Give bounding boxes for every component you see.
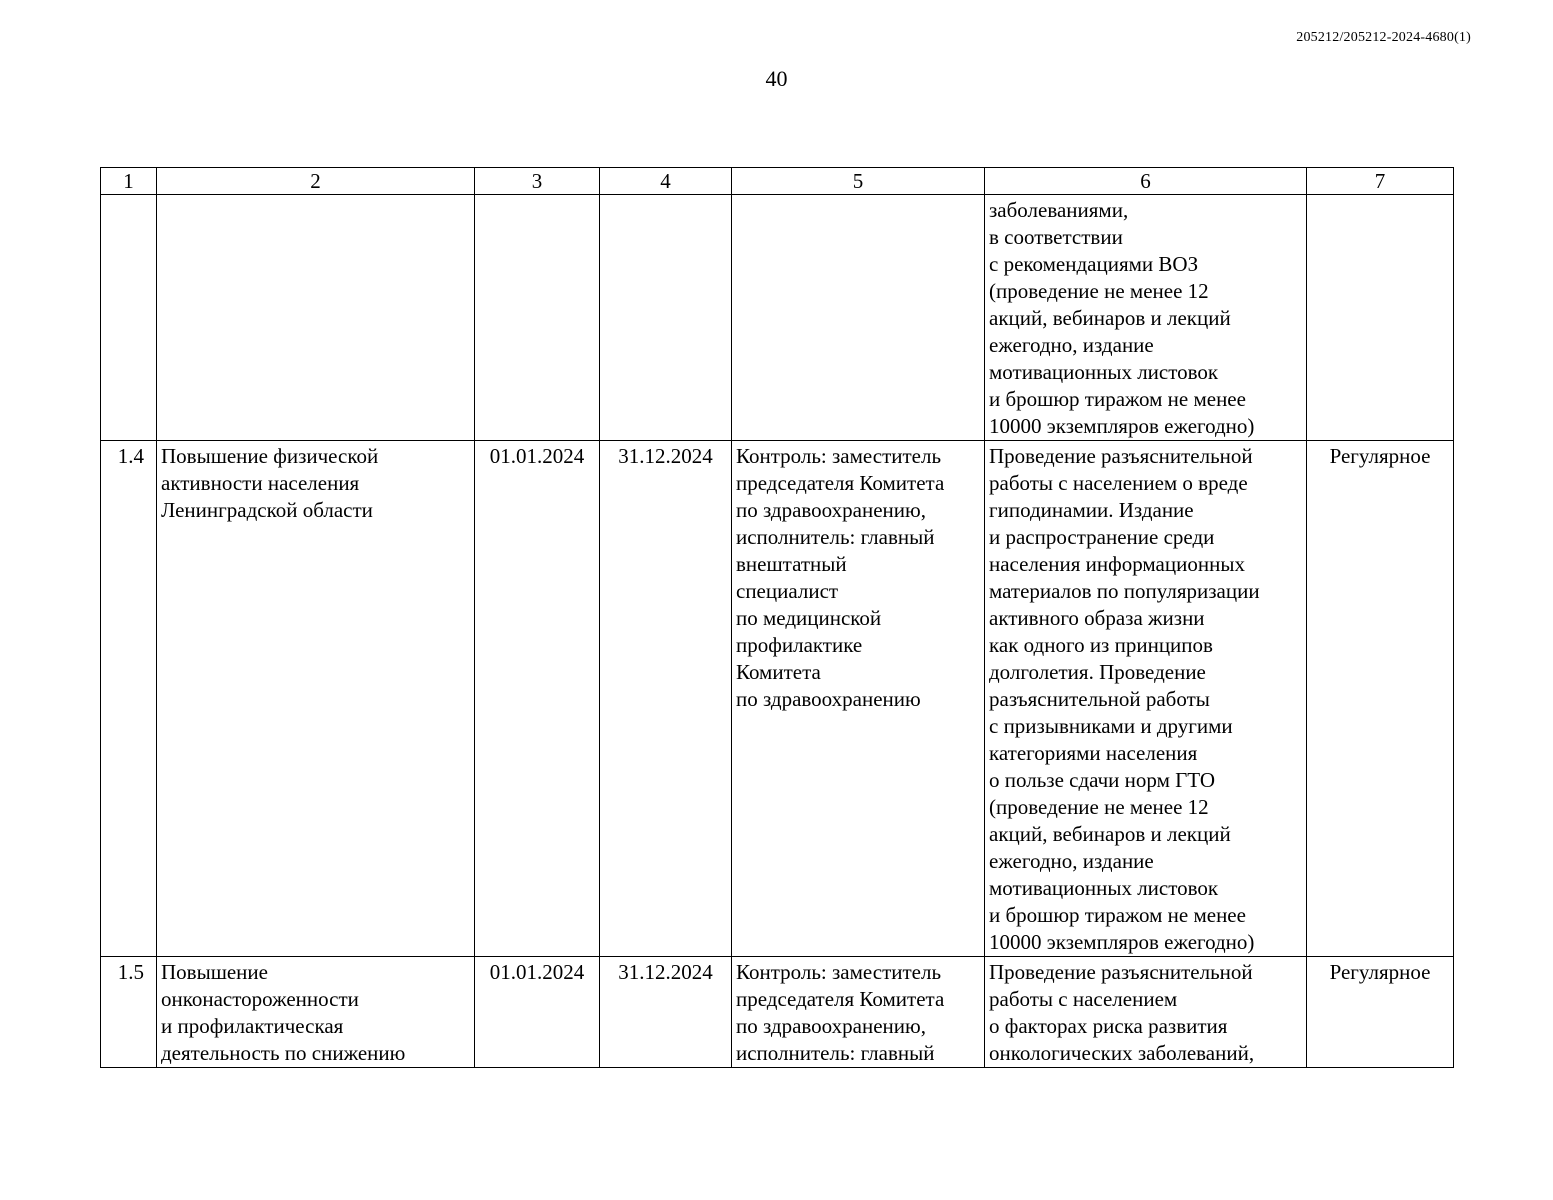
column-header: 1 — [101, 168, 157, 195]
cell-empty — [1307, 195, 1454, 441]
cell-type: Регулярное — [1307, 957, 1454, 1068]
column-header: 7 — [1307, 168, 1454, 195]
cell-end-date: 31.12.2024 — [600, 441, 732, 957]
cell-description: Проведение разъяснительной работы с населением о вреде гиподинамии. Издание и распространение среди населения информационных материалов по популяризации активного образа жизни как одного из принципов долголетия. Проведение разъяснительной работы с призывниками и другими категориями населения о пользе сдачи норм ГТО (проведение не менее 12 акций, вебинаров и лекций ежегодно, издание мотивационных листовок и брошюр тиражом не менее 10000 экземпляров ежегодно) — [985, 441, 1307, 957]
table-row-continuation — [101, 195, 1454, 441]
cell-empty — [157, 195, 475, 441]
column-header: 4 — [600, 168, 732, 195]
cell-description: Проведение разъяснительной работы с населением о факторах риска развития онкологических заболеваний, — [985, 957, 1307, 1068]
table-header-row — [101, 168, 1454, 195]
page-number: 40 — [765, 66, 788, 91]
column-header: 6 — [985, 168, 1307, 195]
cell-empty — [732, 195, 985, 441]
cell-start-date: 01.01.2024 — [475, 957, 600, 1068]
table-row — [101, 441, 1454, 957]
cell-empty — [475, 195, 600, 441]
cell-number: 1.5 — [101, 957, 157, 1068]
column-header: 2 — [157, 168, 475, 195]
table-row — [101, 957, 1454, 1068]
cell-name: Повышение физической активности населения Ленинградской области — [157, 441, 475, 957]
cell-responsible: Контроль: заместитель председателя Комитета по здравоохранению, исполнитель: главный — [732, 957, 985, 1068]
column-header: 5 — [732, 168, 985, 195]
cell-number: 1.4 — [101, 441, 157, 957]
cell-name: Повышение онконастороженности и профилактическая деятельность по снижению — [157, 957, 475, 1068]
measures-table — [100, 167, 1454, 1068]
document-number: 205212/205212-2024-4680(1) — [1296, 30, 1471, 45]
cell-description: заболеваниями, в соответствии с рекомендациями ВОЗ (проведение не менее 12 акций, вебинаров и лекций ежегодно, издание мотивационных листовок и брошюр тиражом не менее 10000 экземпляров ежегодно) — [985, 195, 1307, 441]
cell-empty — [101, 195, 157, 441]
cell-empty — [600, 195, 732, 441]
column-header: 3 — [475, 168, 600, 195]
cell-responsible: Контроль: заместитель председателя Комитета по здравоохранению, исполнитель: главный внештатный специалист по медицинской профилактике Комитета по здравоохранению — [732, 441, 985, 957]
cell-end-date: 31.12.2024 — [600, 957, 732, 1068]
cell-type: Регулярное — [1307, 441, 1454, 957]
cell-start-date: 01.01.2024 — [475, 441, 600, 957]
